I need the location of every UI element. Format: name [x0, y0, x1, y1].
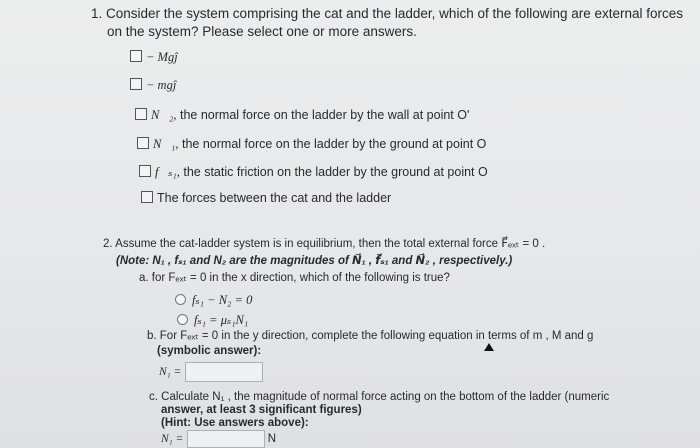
checkbox[interactable]	[141, 191, 153, 203]
radio-button[interactable]	[175, 294, 186, 305]
q2-prompt: 2. Assume the cat-ladder system is in equilibrium, then the total external force F⃗ₑₓₜ = 0 .	[103, 238, 546, 250]
q1-option-5[interactable]: The forces between the cat and the ladder	[141, 191, 391, 205]
q2a-option-0[interactable]: fₛ₁ − N₂ = 0	[175, 292, 252, 308]
q1-option-3[interactable]: N⃗₁, the normal force on the ladder by the ground at point O	[137, 137, 486, 152]
radio-button[interactable]	[177, 314, 188, 325]
q1-option-1[interactable]: − mgĵ	[130, 78, 176, 93]
checkbox[interactable]	[137, 137, 149, 149]
q2c-answer-row	[161, 430, 276, 448]
q2b-answer-input[interactable]	[185, 362, 263, 382]
q2b-hint: (symbolic answer):	[157, 345, 262, 357]
q2b-answer-row	[159, 362, 263, 382]
q2c-unit: N	[267, 433, 277, 446]
q2a-option-1[interactable]: fₛ₁ = μₛ₁N₁	[177, 312, 248, 328]
q2c-prompt2: answer, at least 3 significant figures)	[161, 404, 362, 416]
checkbox[interactable]	[139, 165, 151, 177]
checkbox[interactable]	[130, 50, 142, 62]
q2b-prompt: b. For Fₑₓₜ = 0 in the y direction, complete the following equation in terms of m , M and g	[147, 330, 594, 342]
q2a-prompt: a. for Fₑₓₜ = 0 in the x direction, which of the following is true?	[139, 272, 450, 284]
checkbox[interactable]	[130, 78, 142, 90]
q2b-label: N₁ =	[159, 366, 182, 379]
q2c-hint: (Hint: Use answers above):	[161, 417, 309, 429]
mouse-cursor-icon	[484, 343, 494, 351]
q1-prompt-line1: 1. Consider the system comprising the cat and the ladder, which of the following are external forces	[91, 6, 684, 21]
checkbox[interactable]	[135, 108, 147, 120]
q1-option-4[interactable]: f⃗ₛ₁, the static friction on the ladder by the ground at point O	[139, 164, 488, 180]
q2-note: (Note: N₁ , fₛ₁ and N₂ are the magnitudes of N⃗₁ , f⃗ₛ₁ and N⃗₂ , respectively.)	[116, 255, 513, 267]
q1-option-0[interactable]: − Mgĵ	[130, 50, 178, 65]
q2c-label: N₁ =	[161, 433, 184, 446]
q1-prompt-line2: on the system? Please select one or more answers.	[107, 24, 417, 39]
q2c-prompt: c. Calculate N₁ , the magnitude of normal force acting on the bottom of the ladder (numeric	[149, 391, 610, 403]
q2c-answer-input[interactable]	[187, 430, 265, 448]
q1-option-2[interactable]: N⃗₂, the normal force on the ladder by the wall at point O'	[135, 108, 469, 123]
